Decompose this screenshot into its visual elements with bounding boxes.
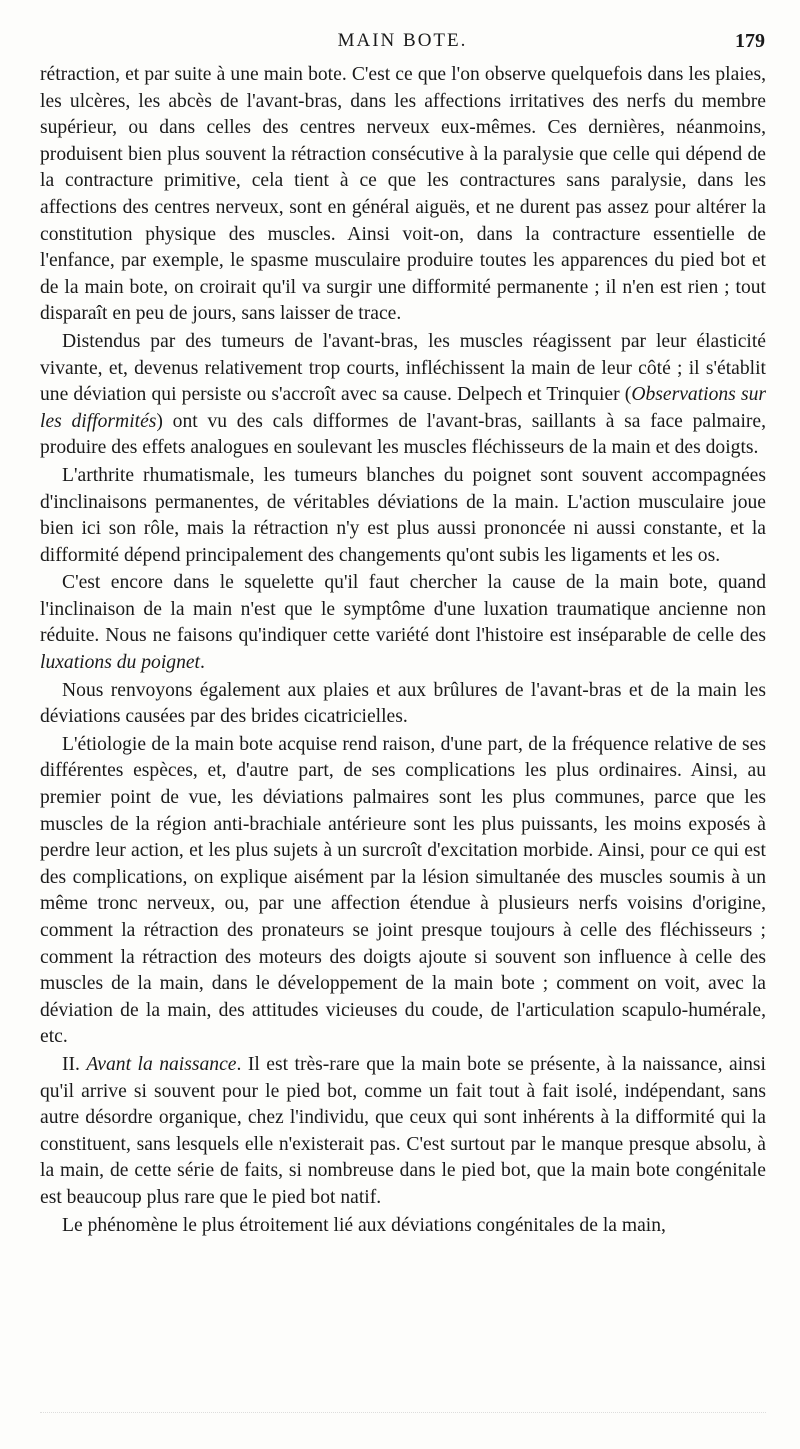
page-number: 179	[735, 30, 765, 52]
text-segment: Le phénomène le plus étroitement lié aux déviations congénitales de la main,	[62, 1214, 666, 1236]
text-segment: II.	[62, 1053, 87, 1075]
paragraph	[40, 732, 766, 1051]
paragraph	[40, 1213, 766, 1240]
paragraph	[40, 463, 766, 569]
paragraph	[40, 570, 766, 676]
running-head: MAIN BOTE.	[337, 30, 468, 51]
text-segment: Nous renvoyons également aux plaies et aux brûlures de l'avant-bras et de la main les déviations causées par des brides cicatricielles.	[40, 679, 766, 728]
text-segment: ) ont vu des cals difformes de l'avant-bras, saillants à sa face palmaire, produire des effets analogues en soulevant les muscles fléchisseurs de la main et des doigts.	[40, 410, 767, 459]
text-segment: C'est encore dans le squelette qu'il faut chercher la cause de la main bote, quand l'inclinaison de la main n'est que le symptôme d'une luxation traumatique ancienne non réduite. Nous ne faisons qu'indiquer cette variété dont l'histoire est inséparable de celle des	[40, 572, 766, 647]
paragraph	[40, 62, 766, 328]
text-segment: rétraction, et par suite à une main bote. C'est ce que l'on observe quelquefois dans les plaies, les ulcères, les abcès de l'avant-bras, dans les affections irritatives des nerfs du membre supérieur, ou dans celles des centres nerveux eux-mêmes. Ces dernières, néanmoins, produisent bien plus souvent la rétraction consécutive à la paralysie que celle qui dépend de la contracture primitive, cela tient à ce que les contractures sans paralysie, dans les affections des centres nerveux, sont en général aiguës, et ne durent pas assez pour altérer la constitution physique des muscles. Ainsi voit-on, dans la contracture essentielle de l'enfance, par exemple, le spasme musculaire produire toutes les apparences du pied bot et de la main bote, on croirait qu'il va surgir une difformité permanente ; il n'en est rien ; tout disparaît en peu de jours, sans laisser de trace.	[40, 64, 766, 325]
text-segment: L'arthrite rhumatismale, les tumeurs blanches du poignet sont souvent accompagnées d'inclinaisons permanentes, de véritables déviations de la main. L'action musculaire joue bien ici son rôle, mais la rétraction n'y est plus aussi prononcée ni aussi constante, et la difformité dépend principalement des changements qu'ont subis les ligaments et les os.	[40, 464, 766, 566]
italic-text: Observations sur les difformités	[40, 384, 766, 432]
text-segment: L'étiologie de la main bote acquise rend raison, d'une part, de la fréquence relative de ses différentes espèces, et, d'autre part, de ses complications les plus ordinaires. Ainsi, au premier point de vue, les déviations palmaires sont les plus communes, parce que les muscles de la région anti-brachiale antérieure sont les plus puissants, les moins exposés à perdre leur action, et les plus sujets à un surcroît d'excitation morbide. Ainsi, pour ce qui est des complications, on explique aisément par la lésion simultanée des muscles soumis à un même tronc nerveux, ou, par une affection étendue à plusieurs nerfs voisins d'origine, comment la rétraction des pronateurs se joint presque toujours à celle des fléchisseurs ; comment la rétraction des moteurs des doigts ajoute si souvent son influence à celle des muscles de la main, dans le développement de la main bote ; comment on voit, avec la déviation de la main, des attitudes vicieuses du coude, de l'articulation scapulo-humérale, etc.	[40, 733, 766, 1048]
italic-text: Avant la naissance	[86, 1053, 237, 1075]
italic-text: luxations du poignet	[40, 652, 201, 674]
text-segment: . Il est très-rare que la main bote se présente, à la naissance, ainsi qu'il arrive si souvent pour le pied bot, comme un fait tout à fait isolé, indépendant, sans autre désordre organique, chez l'individu, que ceux qui sont inhérents à la difformité qui la constituent, sans lesquels elle n'existerait pas. C'est surtout par le manque presque absolu, à la main, de cette série de faits, si nombreuse dans le pied bot, que la main bote congénitale est beaucoup plus rare que le pied bot natif.	[40, 1053, 766, 1208]
paragraph	[40, 678, 766, 731]
text-segment: .	[200, 652, 205, 674]
page-header	[40, 30, 765, 62]
paragraph	[40, 329, 766, 462]
paragraph	[40, 1052, 766, 1212]
text-segment: Distendus par des tumeurs de l'avant-bras, les muscles réagissent par leur élasticité vivante, et, devenus relativement trop courts, infléchissent la main de leur côté ; il s'établit une déviation qui persiste ou s'accroît avec sa cause. Delpech et Trinquier (	[40, 330, 766, 406]
footer-print-marks	[40, 1412, 766, 1417]
page-body	[40, 62, 766, 1239]
